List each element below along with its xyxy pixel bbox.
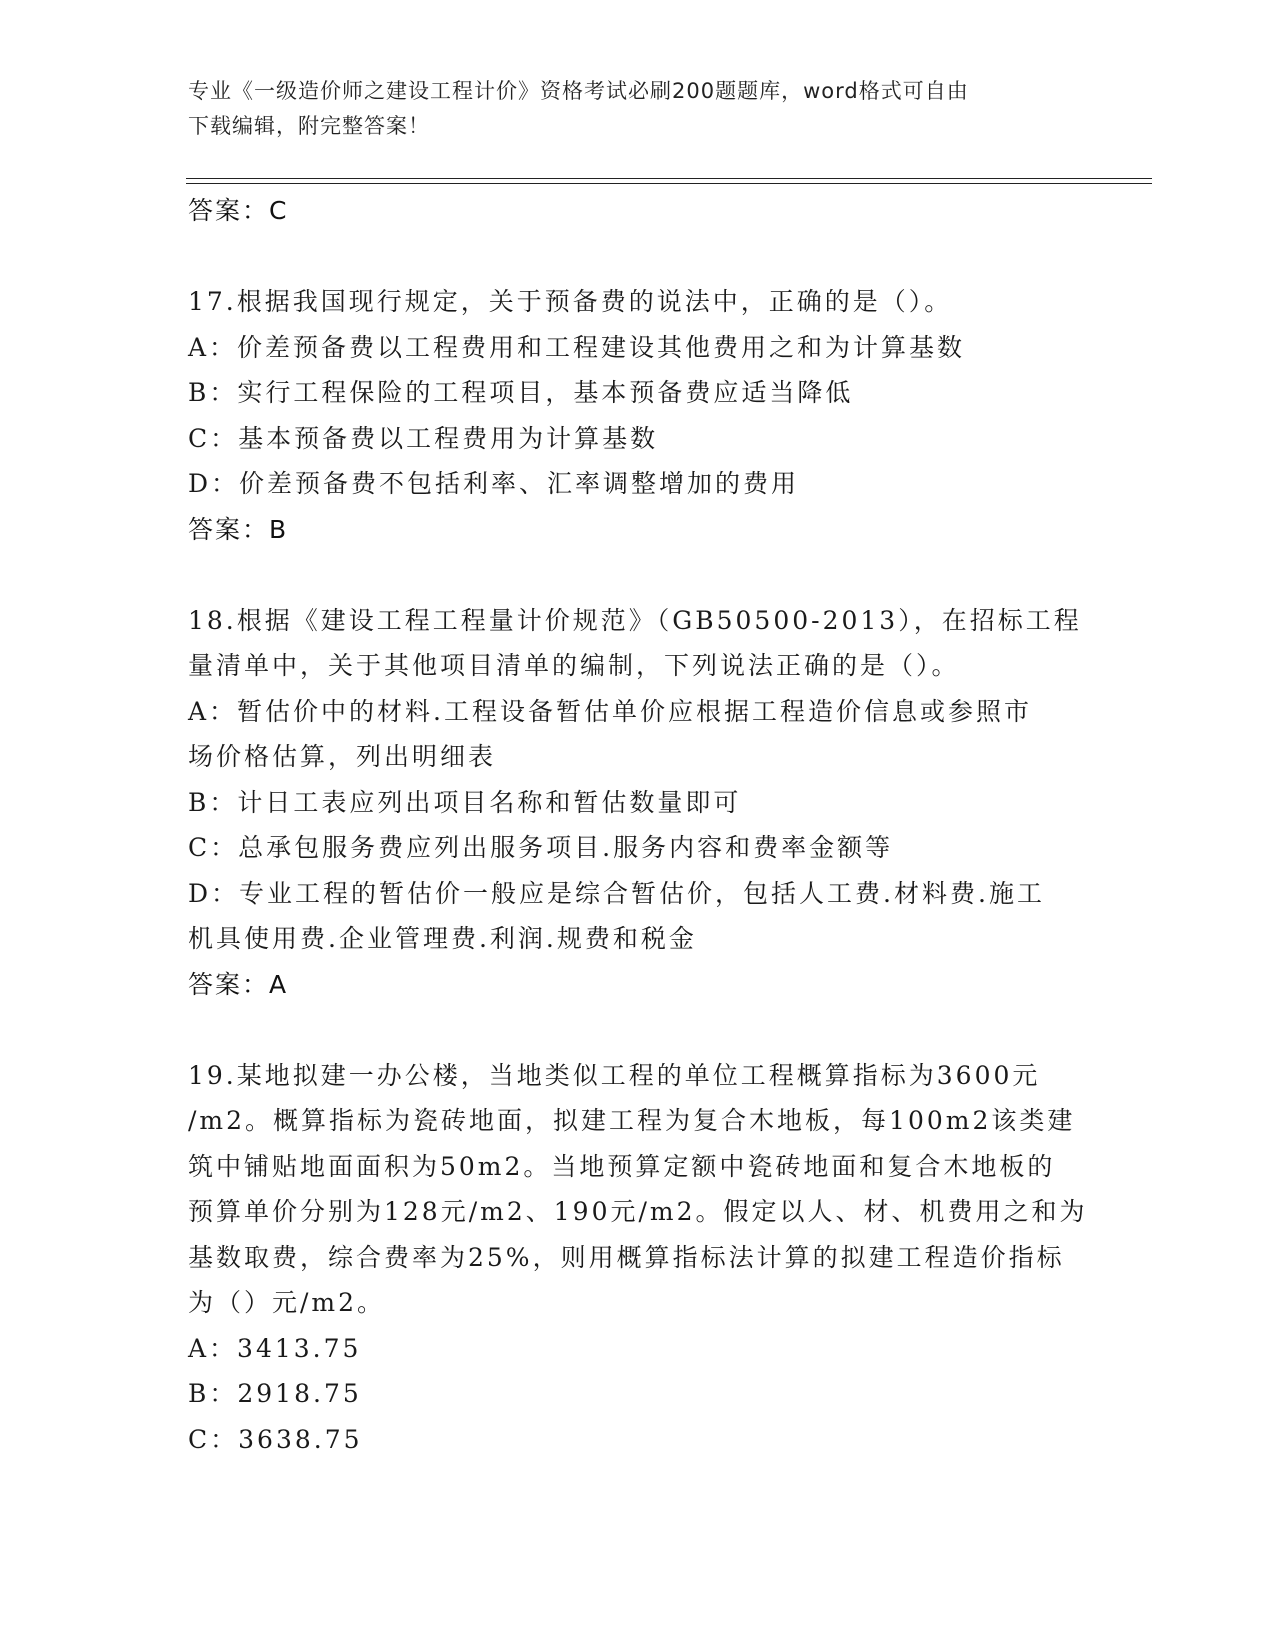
header-line-1: 专业《一级造价师之建设工程计价》资格考试必刷200题题库，word格式可自由 (188, 79, 969, 103)
question-19-option-c: C：3638.75 (188, 1424, 363, 1454)
question-17-answer: 答案：B (188, 514, 289, 544)
question-18-option-b: B：计日工表应列出项目名称和暂估数量即可 (188, 787, 742, 817)
question-17-stem: 17.根据我国现行规定，关于预备费的说法中，正确的是（）。 (188, 287, 953, 316)
question-19-stem-line-6: 为（）元/m2。 (188, 1288, 386, 1317)
question-18-option-a-line-1: A：暂估价中的材料.工程设备暂估单价应根据工程造价信息或参照市 (188, 696, 1033, 726)
question-17-option-c: C：基本预备费以工程费用为计算基数 (188, 423, 659, 453)
question-18-option-c: C：总承包服务费应列出服务项目.服务内容和费率金额等 (188, 833, 894, 862)
header-divider-thin (186, 183, 1152, 184)
question-17 (188, 279, 1088, 552)
question-19 (188, 1053, 1088, 1463)
header-line-2: 下载编辑，附完整答案！ (188, 114, 430, 138)
question-18-answer: 答案：A (188, 969, 289, 999)
header-divider (186, 178, 1152, 179)
question-18-option-d-line-2: 机具使用费.企业管理费.利润.规费和税金 (188, 924, 697, 953)
question-17-option-d: D：价差预备费不包括利率、汇率调整增加的费用 (188, 469, 800, 498)
question-19-option-a: A：3413.75 (188, 1333, 362, 1363)
question-19-stem-line-1: 19.某地拟建一办公楼，当地类似工程的单位工程概算指标为3600元 (188, 1060, 1041, 1090)
question-18-option-a-line-2: 场价格估算，列出明细表 (188, 742, 497, 771)
question-18 (188, 598, 1088, 1008)
question-19-option-b: B：2918.75 (188, 1379, 362, 1408)
question-19-stem-line-3: 筑中铺贴地面面积为50m2。当地预算定额中瓷砖地面和复合木地板的 (188, 1151, 1056, 1181)
question-19-stem-line-2: /m2。概算指标为瓷砖地面，拟建工程为复合木地板，每100m2该类建 (188, 1106, 1076, 1135)
question-18-stem-line-2: 量清单中，关于其他项目清单的编制，下列说法正确的是（）。 (188, 651, 960, 680)
question-19-stem-line-5: 基数取费，综合费率为25%，则用概算指标法计算的拟建工程造价指标 (188, 1242, 1065, 1272)
document-header (188, 74, 1088, 144)
question-17-option-a: A：价差预备费以工程费用和工程建设其他费用之和为计算基数 (188, 332, 966, 362)
question-18-stem-line-1: 18.根据《建设工程工程量计价规范》（GB50500-2013），在招标工程 (188, 605, 1082, 635)
question-18-option-d-line-1: D：专业工程的暂估价一般应是综合暂估价，包括人工费.材料费.施工 (188, 878, 1045, 908)
question-list (188, 188, 1088, 1462)
answer-previous: 答案：C (188, 196, 289, 225)
question-17-option-b: B：实行工程保险的工程项目，基本预备费应适当降低 (188, 378, 854, 407)
question-19-stem-line-4: 预算单价分别为128元/m2、190元/m2。假定以人、材、机费用之和为 (188, 1197, 1088, 1226)
